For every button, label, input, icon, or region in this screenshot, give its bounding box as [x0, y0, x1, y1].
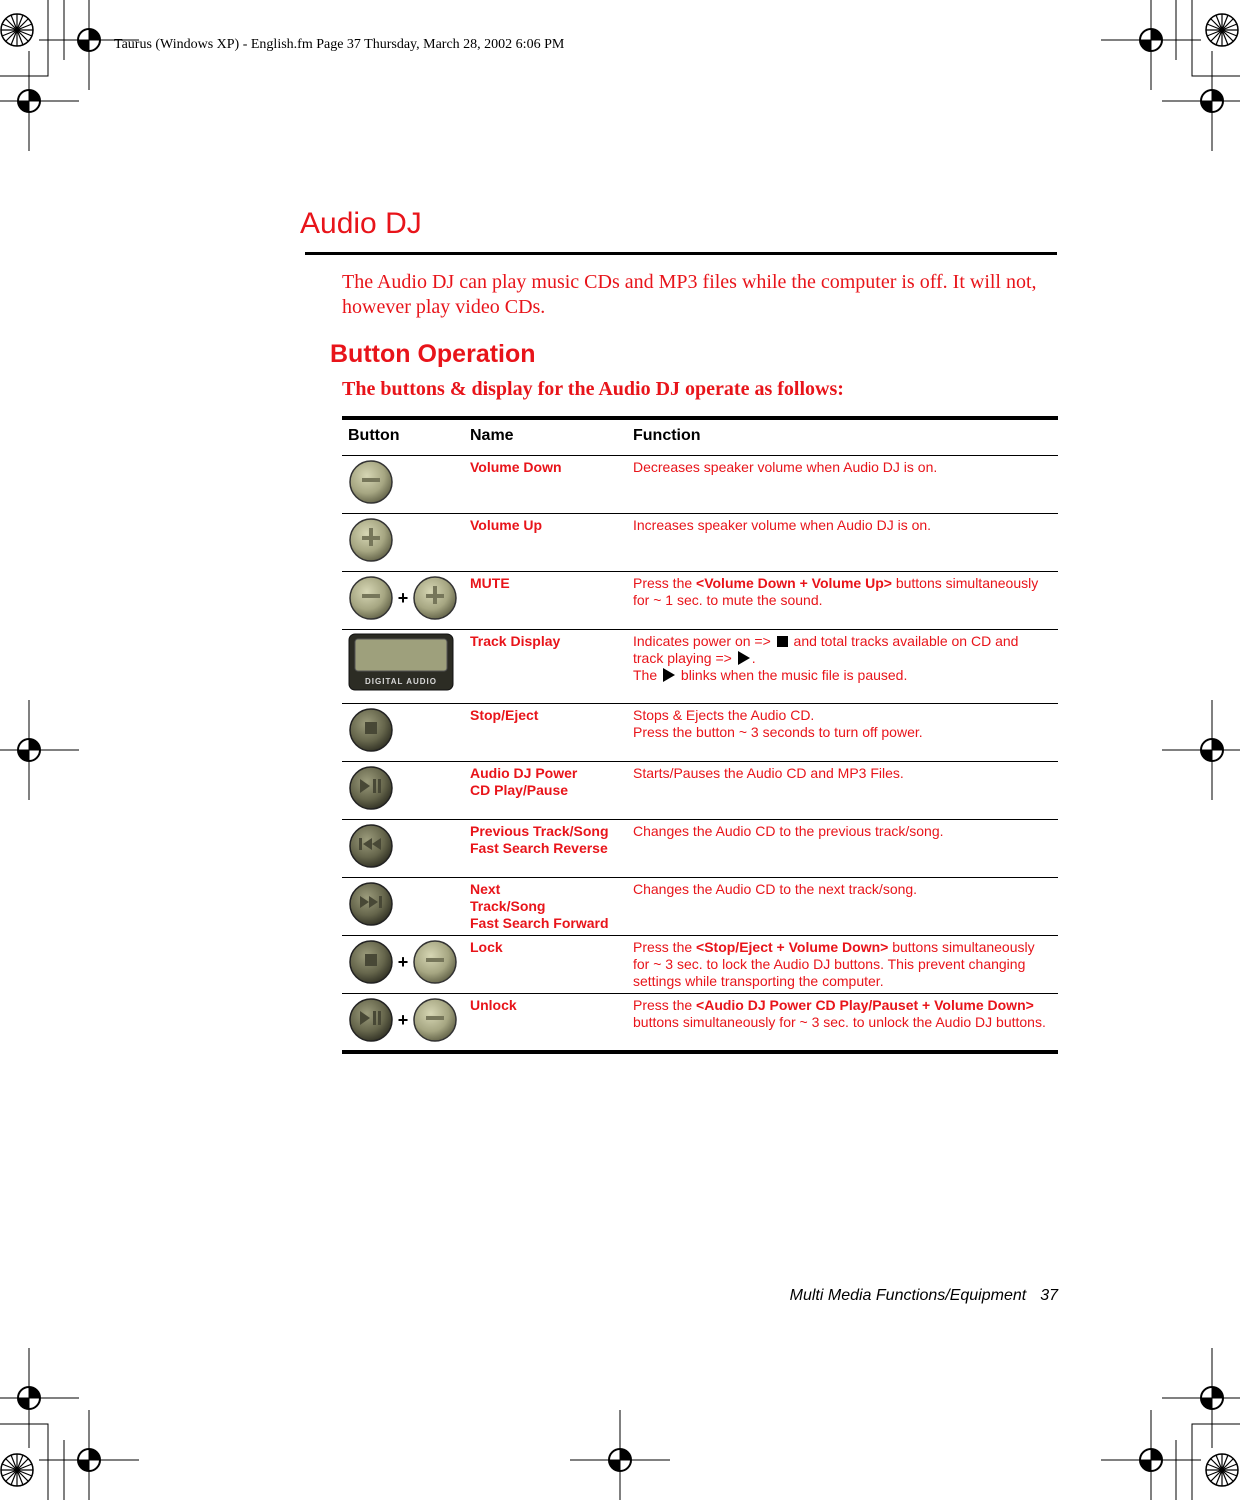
volume-up-button-icon [348, 517, 394, 563]
table-row [342, 572, 1058, 630]
row-name: Track Display [464, 630, 627, 704]
volume-down-button-icon [412, 939, 458, 985]
row-function: Changes the Audio CD to the next track/song. [627, 878, 1058, 936]
row-name: Stop/Eject [464, 704, 627, 762]
row-function: Press the <Stop/Eject + Volume Down> buttons simultaneously for ~ 3 sec. to lock the Audio DJ buttons. This prevent changing settings while transporting the computer. [627, 936, 1058, 994]
plus-sign: + [397, 1009, 409, 1030]
table-row [342, 994, 1058, 1052]
row-function: Changes the Audio CD to the previous track/song. [627, 820, 1058, 878]
plus-sign: + [397, 951, 409, 972]
play-triangle-icon [738, 651, 750, 665]
table-row [342, 878, 1058, 936]
row-name: Volume Down [464, 456, 627, 514]
play-pause-button-icon [348, 765, 394, 811]
row-function: Increases speaker volume when Audio DJ is on. [627, 514, 1058, 572]
page-footer [790, 1287, 1058, 1305]
row-name: Volume Up [464, 514, 627, 572]
table-row [342, 704, 1058, 762]
col-header-function: Function [627, 418, 1058, 456]
volume-up-button-icon [412, 575, 458, 621]
plus-sign: + [397, 587, 409, 608]
volume-down-button-icon [348, 575, 394, 621]
row-function: Press the <Volume Down + Volume Up> buttons simultaneously for ~ 1 sec. to mute the sound. [627, 572, 1058, 630]
next-track-button-icon [348, 881, 394, 927]
print-header: Taurus (Windows XP) - English.fm Page 37 Thursday, March 28, 2002 6:06 PM [114, 37, 565, 52]
table-row [342, 456, 1058, 514]
row-function: Press the <Audio DJ Power CD Play/Pauset + Volume Down> buttons simultaneously for ~ 3 sec. to unlock the Audio DJ buttons. [633, 997, 1046, 1030]
row-name: Audio DJ Power CD Play/Pause [464, 762, 627, 820]
button-operation-table [342, 416, 1058, 1054]
page-number: 37 [1040, 1287, 1058, 1304]
section-subtitle: Button Operation [330, 340, 536, 368]
row-name: Previous Track/Song Fast Search Reverse [464, 820, 627, 878]
table-header-row [342, 418, 1058, 456]
display-label: DIGITAL AUDIO [365, 677, 437, 686]
title-rule [305, 252, 1057, 255]
row-name: Unlock [470, 997, 517, 1013]
table-row [342, 762, 1058, 820]
track-display-icon [348, 633, 454, 691]
stop-eject-button-icon [348, 939, 394, 985]
table-row [342, 936, 1058, 994]
table-row [342, 630, 1058, 704]
row-function: Starts/Pauses the Audio CD and MP3 Files. [627, 762, 1058, 820]
volume-down-button-icon [348, 459, 394, 505]
table-lead: The buttons & display for the Audio DJ operate as follows: [342, 378, 844, 400]
page-title: Audio DJ [300, 207, 422, 240]
play-pause-button-icon [348, 997, 394, 1043]
row-name: MUTE [464, 572, 627, 630]
stop-eject-button-icon [348, 707, 394, 753]
stop-square-icon [777, 636, 788, 647]
row-function: Indicates power on => and total tracks available on CD and track playing => . The blinks when the music file is paused. [627, 630, 1058, 704]
footer-section: Multi Media Functions/Equipment [789, 1287, 1027, 1304]
play-triangle-icon [663, 668, 675, 682]
previous-track-button-icon [348, 823, 394, 869]
col-header-button: Button [342, 418, 464, 456]
row-name: Next Track/Song Fast Search Forward [464, 878, 627, 936]
col-header-name: Name [464, 418, 627, 456]
table-row [342, 820, 1058, 878]
intro-paragraph: The Audio DJ can play music CDs and MP3 files while the computer is off. It will not, however play video CDs. [342, 271, 1037, 318]
row-name: Lock [464, 936, 627, 994]
volume-down-button-icon [412, 997, 458, 1043]
row-function: Stops & Ejects the Audio CD. Press the button ~ 3 seconds to turn off power. [627, 704, 1058, 762]
table-row [342, 514, 1058, 572]
row-function: Decreases speaker volume when Audio DJ is on. [627, 456, 1058, 514]
